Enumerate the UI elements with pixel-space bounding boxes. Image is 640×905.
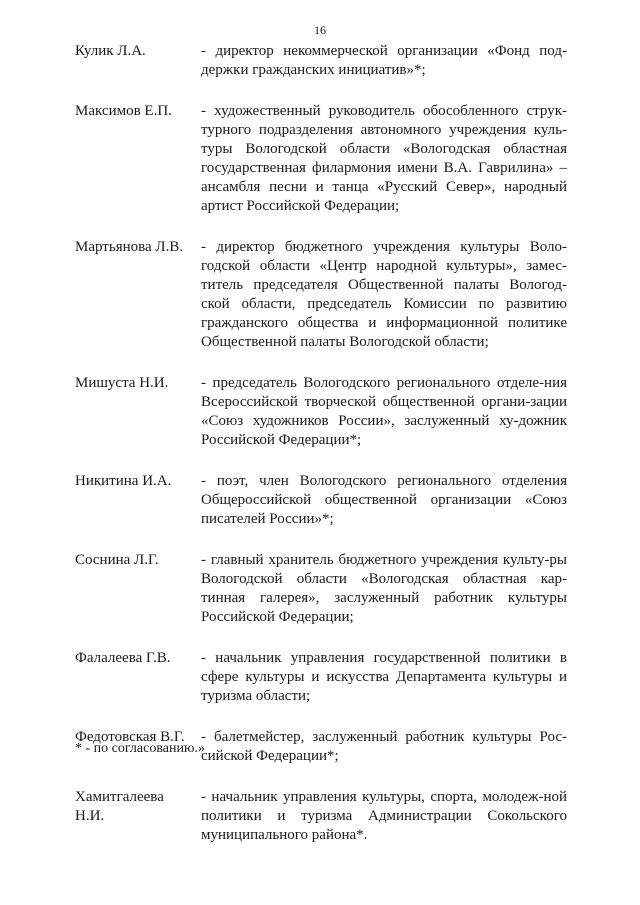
member-entry bbox=[75, 374, 567, 450]
member-entry bbox=[75, 238, 567, 352]
member-entry bbox=[75, 649, 567, 706]
member-description: - главный хранитель бюджетного учреждения культу-ры Вологодской области «Вологодская областная кар-тинная галерея», заслуженный работник культуры Российской Федерации; bbox=[201, 552, 567, 625]
footnote: * - по согласованию.» bbox=[75, 741, 205, 756]
member-name: Соснина Л.Г. bbox=[75, 552, 159, 568]
member-description: - председатель Вологодского регионального отделе-ния Всероссийской творческой общественной органи-зации «Союз художников России», заслуженный ху-дожник Российской Федерации*; bbox=[201, 375, 567, 448]
member-name: Федотовская В.Г. bbox=[75, 729, 185, 745]
member-entry bbox=[75, 788, 567, 845]
member-description: - художественный руководитель обособленного струк-турного подразделения автономного учреждения куль-туры Вологодской области «Вологодская областная государственная филармония имени В.А. Гаврилина» – ансамбля песни и танца «Русский Север», народный артист Российской Федерации; bbox=[201, 103, 567, 214]
member-name: Мишуста Н.И. bbox=[75, 375, 169, 391]
member-name: Кулик Л.А. bbox=[75, 43, 146, 59]
member-description: - начальник управления культуры, спорта, молодеж-ной политики и туризма Администрации Сокольского муниципального района*. bbox=[201, 789, 567, 843]
member-description: - директор некоммерческой организации «Фонд под-держки гражданских инициатив»*; bbox=[201, 43, 567, 78]
member-description: - директор бюджетного учреждения культуры Воло-годской области «Центр народной культуры», замес-титель председателя Общественной палаты Вологод-ской области, председатель Комиссии по развитию гражданского общества и информационной политике Общественной палаты Вологодской области; bbox=[201, 239, 567, 350]
member-name: Фалалеева Г.В. bbox=[75, 650, 171, 666]
member-name: Хамитгалеева Н.И. bbox=[75, 789, 164, 824]
member-entry bbox=[75, 551, 567, 627]
member-entry bbox=[75, 42, 567, 80]
member-name: Максимов Е.П. bbox=[75, 103, 172, 119]
member-entry bbox=[75, 472, 567, 529]
member-name: Мартьянова Л.В. bbox=[75, 239, 184, 255]
member-description: - балетмейстер, заслуженный работник культуры Рос-сийской Федерации*; bbox=[201, 729, 567, 764]
page-number: 16 bbox=[314, 23, 326, 37]
member-description: - поэт, член Вологодского регионального отделения Общероссийской общественной организации «Союз писателей России»*; bbox=[201, 473, 567, 527]
member-entry bbox=[75, 102, 567, 216]
member-description: - начальник управления государственной политики в сфере культуры и искусства Департамента культуры и туризма области; bbox=[201, 650, 567, 704]
member-name: Никитина И.А. bbox=[75, 473, 172, 489]
